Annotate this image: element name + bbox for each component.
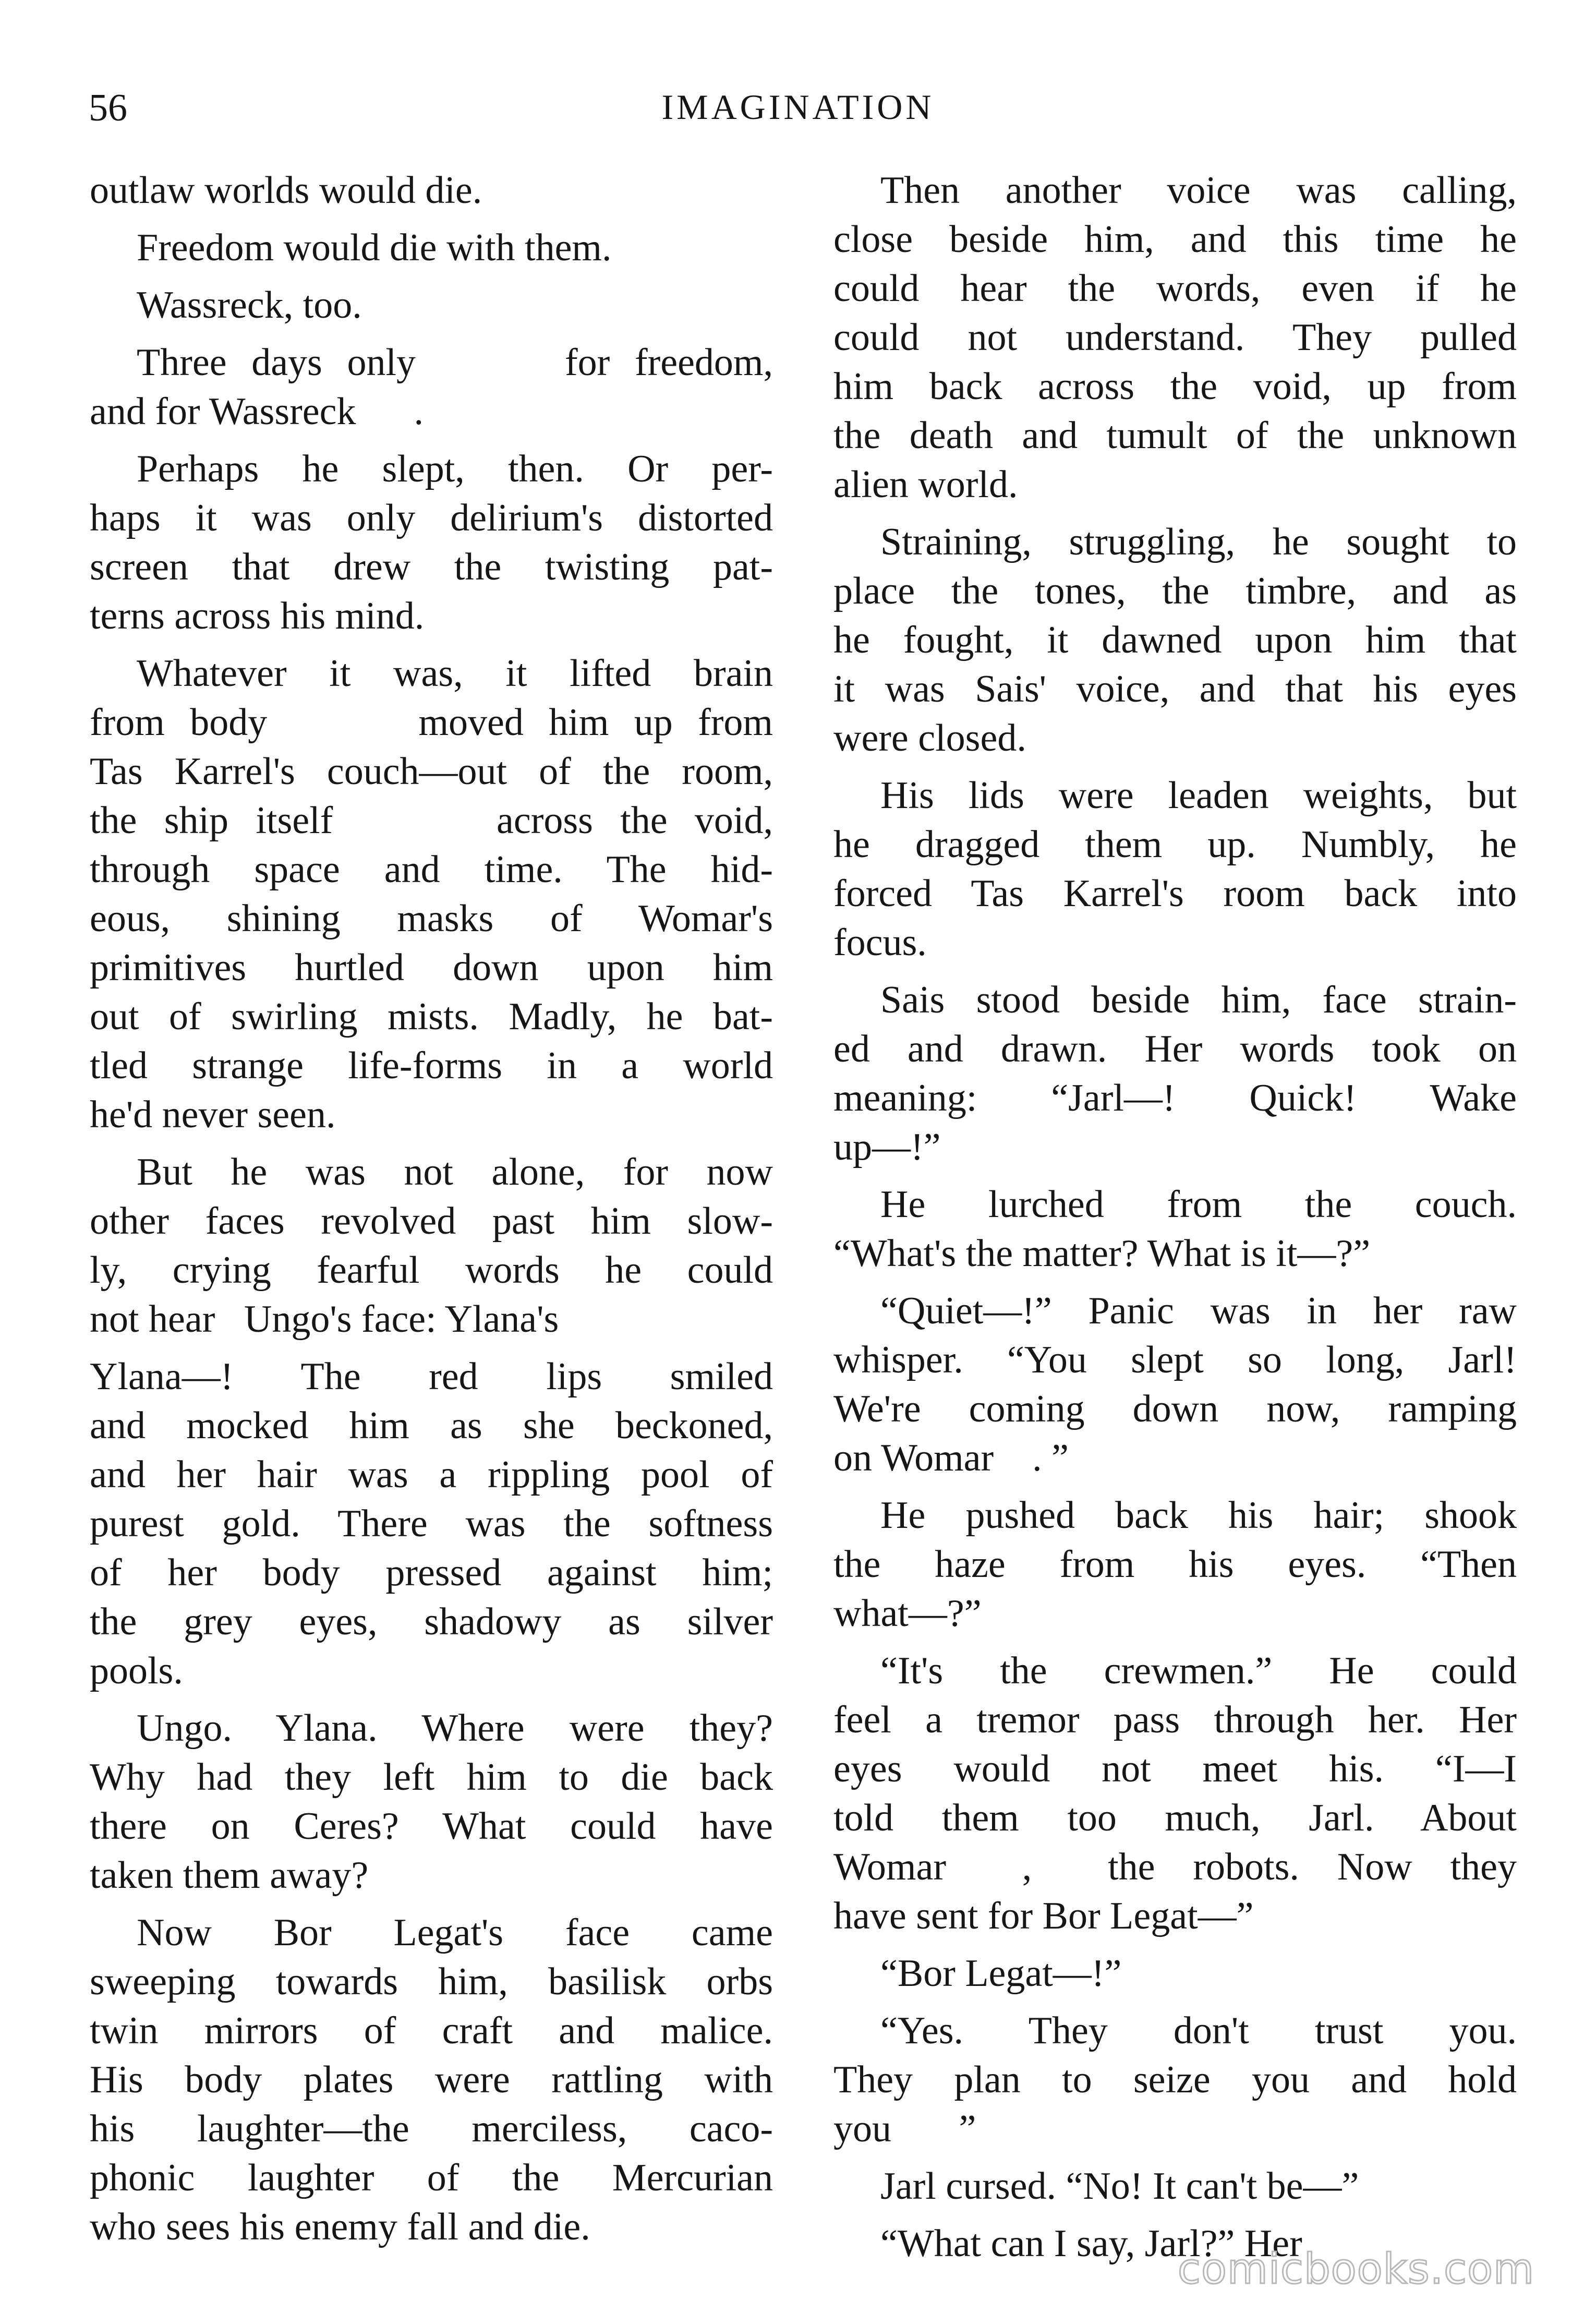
- text-line: eyes would not meet his. “I—I: [833, 1748, 1517, 1790]
- right-text-column: [833, 166, 1517, 2268]
- paragraph-gap: [833, 1278, 1517, 1286]
- paragraph: [833, 1646, 1517, 1941]
- paragraph-gap: [833, 1638, 1517, 1646]
- paragraph-gap: [90, 272, 773, 281]
- paragraph: [833, 771, 1517, 967]
- text-line: terns across his mind.: [90, 595, 425, 637]
- text-line: he'd never seen.: [90, 1093, 336, 1136]
- text-line: “Yes. They don't trust you.: [880, 2009, 1517, 2052]
- text-line: outlaw worlds would die.: [90, 169, 482, 212]
- text-line: taken them away?: [90, 1854, 369, 1897]
- text-line: whisper. “You slept so long, Jarl!: [833, 1339, 1517, 1381]
- paragraph: [90, 649, 773, 1139]
- text-line: Three days only for freedom,: [137, 341, 773, 384]
- text-line: ed and drawn. Her words took on: [833, 1028, 1517, 1070]
- text-line: phonic laughter of the Mercurian: [90, 2157, 773, 2199]
- paragraph-gap: [833, 509, 1517, 517]
- text-line: focus.: [833, 921, 927, 964]
- text-line: twin mirrors of craft and malice.: [90, 2009, 773, 2052]
- paragraph: [90, 223, 773, 272]
- text-line: “Bor Legat—!”: [880, 1952, 1122, 1995]
- running-title: IMAGINATION: [661, 87, 935, 127]
- text-line: Jarl cursed. “No! It can't be—”: [880, 2165, 1359, 2208]
- paragraph-gap: [833, 763, 1517, 771]
- text-line: through space and time. The hid-: [90, 848, 773, 891]
- paragraph: [90, 338, 773, 436]
- text-line: from body moved him up from: [90, 701, 773, 744]
- text-line: it was Sais' voice, and that his eyes: [833, 668, 1517, 710]
- paragraph: [833, 2006, 1517, 2153]
- paragraph: [90, 444, 773, 641]
- paragraph: [833, 517, 1517, 763]
- text-line: pools.: [90, 1649, 183, 1692]
- paragraph: [833, 1949, 1517, 1998]
- watermark: comicbooks.com: [1177, 2245, 1534, 2293]
- paragraph: [90, 166, 773, 215]
- text-line: could not understand. They pulled: [833, 316, 1517, 359]
- text-line: could hear the words, even if he: [833, 267, 1517, 310]
- text-line: purest gold. There was the softness: [90, 1502, 773, 1545]
- text-line: He lurched from the couch.: [880, 1183, 1517, 1226]
- text-line: alien world.: [833, 463, 1018, 506]
- text-line: the grey eyes, shadowy as silver: [90, 1600, 773, 1643]
- text-line: “What can I say, Jarl?” Her: [880, 2222, 1302, 2265]
- paragraph: [90, 1908, 773, 2251]
- paragraph-gap: [90, 1344, 773, 1352]
- paragraph-gap: [833, 1998, 1517, 2006]
- text-line: They plan to seize you and hold: [833, 2058, 1517, 2101]
- text-line: Straining, struggling, he sought to: [880, 521, 1517, 563]
- text-line: there on Ceres? What could have: [90, 1805, 773, 1848]
- text-line: His lids were leaden weights, but: [880, 774, 1517, 817]
- text-line: “Quiet—!” Panic was in her raw: [880, 1290, 1517, 1332]
- text-line: out of swirling mists. Madly, he bat-: [90, 995, 773, 1038]
- text-line: and her hair was a rippling pool of: [90, 1453, 773, 1496]
- text-line: what—?”: [833, 1592, 982, 1635]
- paragraph-gap: [90, 1139, 773, 1148]
- text-line: and for Wassreck .: [90, 390, 424, 433]
- text-line: “What's the matter? What is it—?”: [833, 1232, 1371, 1275]
- paragraph-gap: [90, 330, 773, 338]
- paragraph-gap: [90, 641, 773, 649]
- paragraph: [833, 166, 1517, 509]
- text-line: Sais stood beside him, face strain-: [880, 979, 1517, 1021]
- text-line: he fought, it dawned upon him that: [833, 619, 1517, 661]
- text-line: feel a tremor pass through her. Her: [833, 1698, 1517, 1741]
- paragraph: [90, 1352, 773, 1695]
- text-line: the haze from his eyes. “Then: [833, 1543, 1517, 1586]
- left-text-column: [90, 166, 773, 2251]
- text-line: Perhaps he slept, then. Or per-: [137, 448, 773, 490]
- paragraph: [90, 281, 773, 330]
- paragraph: [90, 1148, 773, 1344]
- text-line: Ungo. Ylana. Where were they?: [137, 1707, 773, 1750]
- text-line: the ship itself across the void,: [90, 799, 773, 842]
- text-line: up—!”: [833, 1126, 941, 1168]
- text-line: close beside him, and this time he: [833, 218, 1517, 261]
- text-line: forced Tas Karrel's room back into: [833, 872, 1517, 915]
- text-line: “It's the crewmen.” He could: [880, 1649, 1517, 1692]
- text-line: His body plates were rattling with: [90, 2058, 773, 2101]
- text-line: But he was not alone, for now: [137, 1151, 773, 1194]
- text-line: screen that drew the twisting pat-: [90, 546, 773, 588]
- paragraph-gap: [833, 1483, 1517, 1491]
- paragraph: [833, 1286, 1517, 1483]
- text-line: primitives hurtled down upon him: [90, 946, 773, 989]
- paragraph: [90, 1704, 773, 1900]
- text-line: He pushed back his hair; shook: [880, 1494, 1517, 1537]
- text-line: Womar , the robots. Now they: [833, 1846, 1517, 1888]
- text-line: Wassreck, too.: [137, 284, 362, 327]
- text-line: of her body pressed against him;: [90, 1551, 773, 1594]
- text-line: Now Bor Legat's face came: [137, 1911, 773, 1954]
- paragraph: [833, 1180, 1517, 1278]
- text-line: were closed.: [833, 717, 1026, 760]
- paragraph-gap: [90, 436, 773, 444]
- text-line: place the tones, the timbre, and as: [833, 570, 1517, 612]
- text-line: Freedom would die with them.: [137, 226, 612, 269]
- text-line: We're coming down now, ramping: [833, 1388, 1517, 1430]
- paragraph-gap: [833, 967, 1517, 975]
- paragraph: [833, 1491, 1517, 1638]
- text-line: told them too much, Jarl. About: [833, 1797, 1517, 1839]
- text-line: meaning: “Jarl—! Quick! Wake: [833, 1077, 1517, 1119]
- text-line: Ylana—! The red lips smiled: [90, 1355, 773, 1398]
- paragraph-gap: [90, 1900, 773, 1908]
- text-line: sweeping towards him, basilisk orbs: [90, 1960, 773, 2003]
- text-line: have sent for Bor Legat—”: [833, 1895, 1254, 1937]
- text-line: ly, crying fearful words he could: [90, 1249, 773, 1292]
- text-line: Whatever it was, it lifted brain: [137, 652, 773, 695]
- paragraph-gap: [833, 2153, 1517, 2162]
- text-line: on Womar . ”: [833, 1437, 1069, 1479]
- paragraph: [833, 975, 1517, 1172]
- text-line: not hear Ungo's face: Ylana's: [90, 1298, 559, 1341]
- text-line: the death and tumult of the unknown: [833, 414, 1517, 457]
- page-number: 56: [89, 87, 127, 129]
- text-line: Tas Karrel's couch—out of the room,: [90, 750, 773, 793]
- text-line: Then another voice was calling,: [880, 169, 1517, 212]
- paragraph-gap: [90, 215, 773, 223]
- text-line: who sees his enemy fall and die.: [90, 2206, 590, 2248]
- paragraph-gap: [833, 1941, 1517, 1949]
- text-line: tled strange life-forms in a world: [90, 1044, 773, 1087]
- text-line: haps it was only delirium's distorted: [90, 497, 773, 539]
- text-line: and mocked him as she beckoned,: [90, 1404, 773, 1447]
- text-line: he dragged them up. Numbly, he: [833, 823, 1517, 866]
- text-line: him back across the void, up from: [833, 365, 1517, 408]
- paragraph: [833, 2162, 1517, 2211]
- paragraph-gap: [90, 1695, 773, 1704]
- text-line: other faces revolved past him slow-: [90, 1200, 773, 1243]
- page-header: [0, 78, 1596, 141]
- paragraph-gap: [833, 1172, 1517, 1180]
- text-line: you ”: [833, 2107, 976, 2150]
- text-line: his laughter—the merciless, caco-: [90, 2107, 773, 2150]
- paragraph-gap: [833, 2211, 1517, 2219]
- text-line: Why had they left him to die back: [90, 1756, 773, 1799]
- text-line: eous, shining masks of Womar's: [90, 897, 773, 940]
